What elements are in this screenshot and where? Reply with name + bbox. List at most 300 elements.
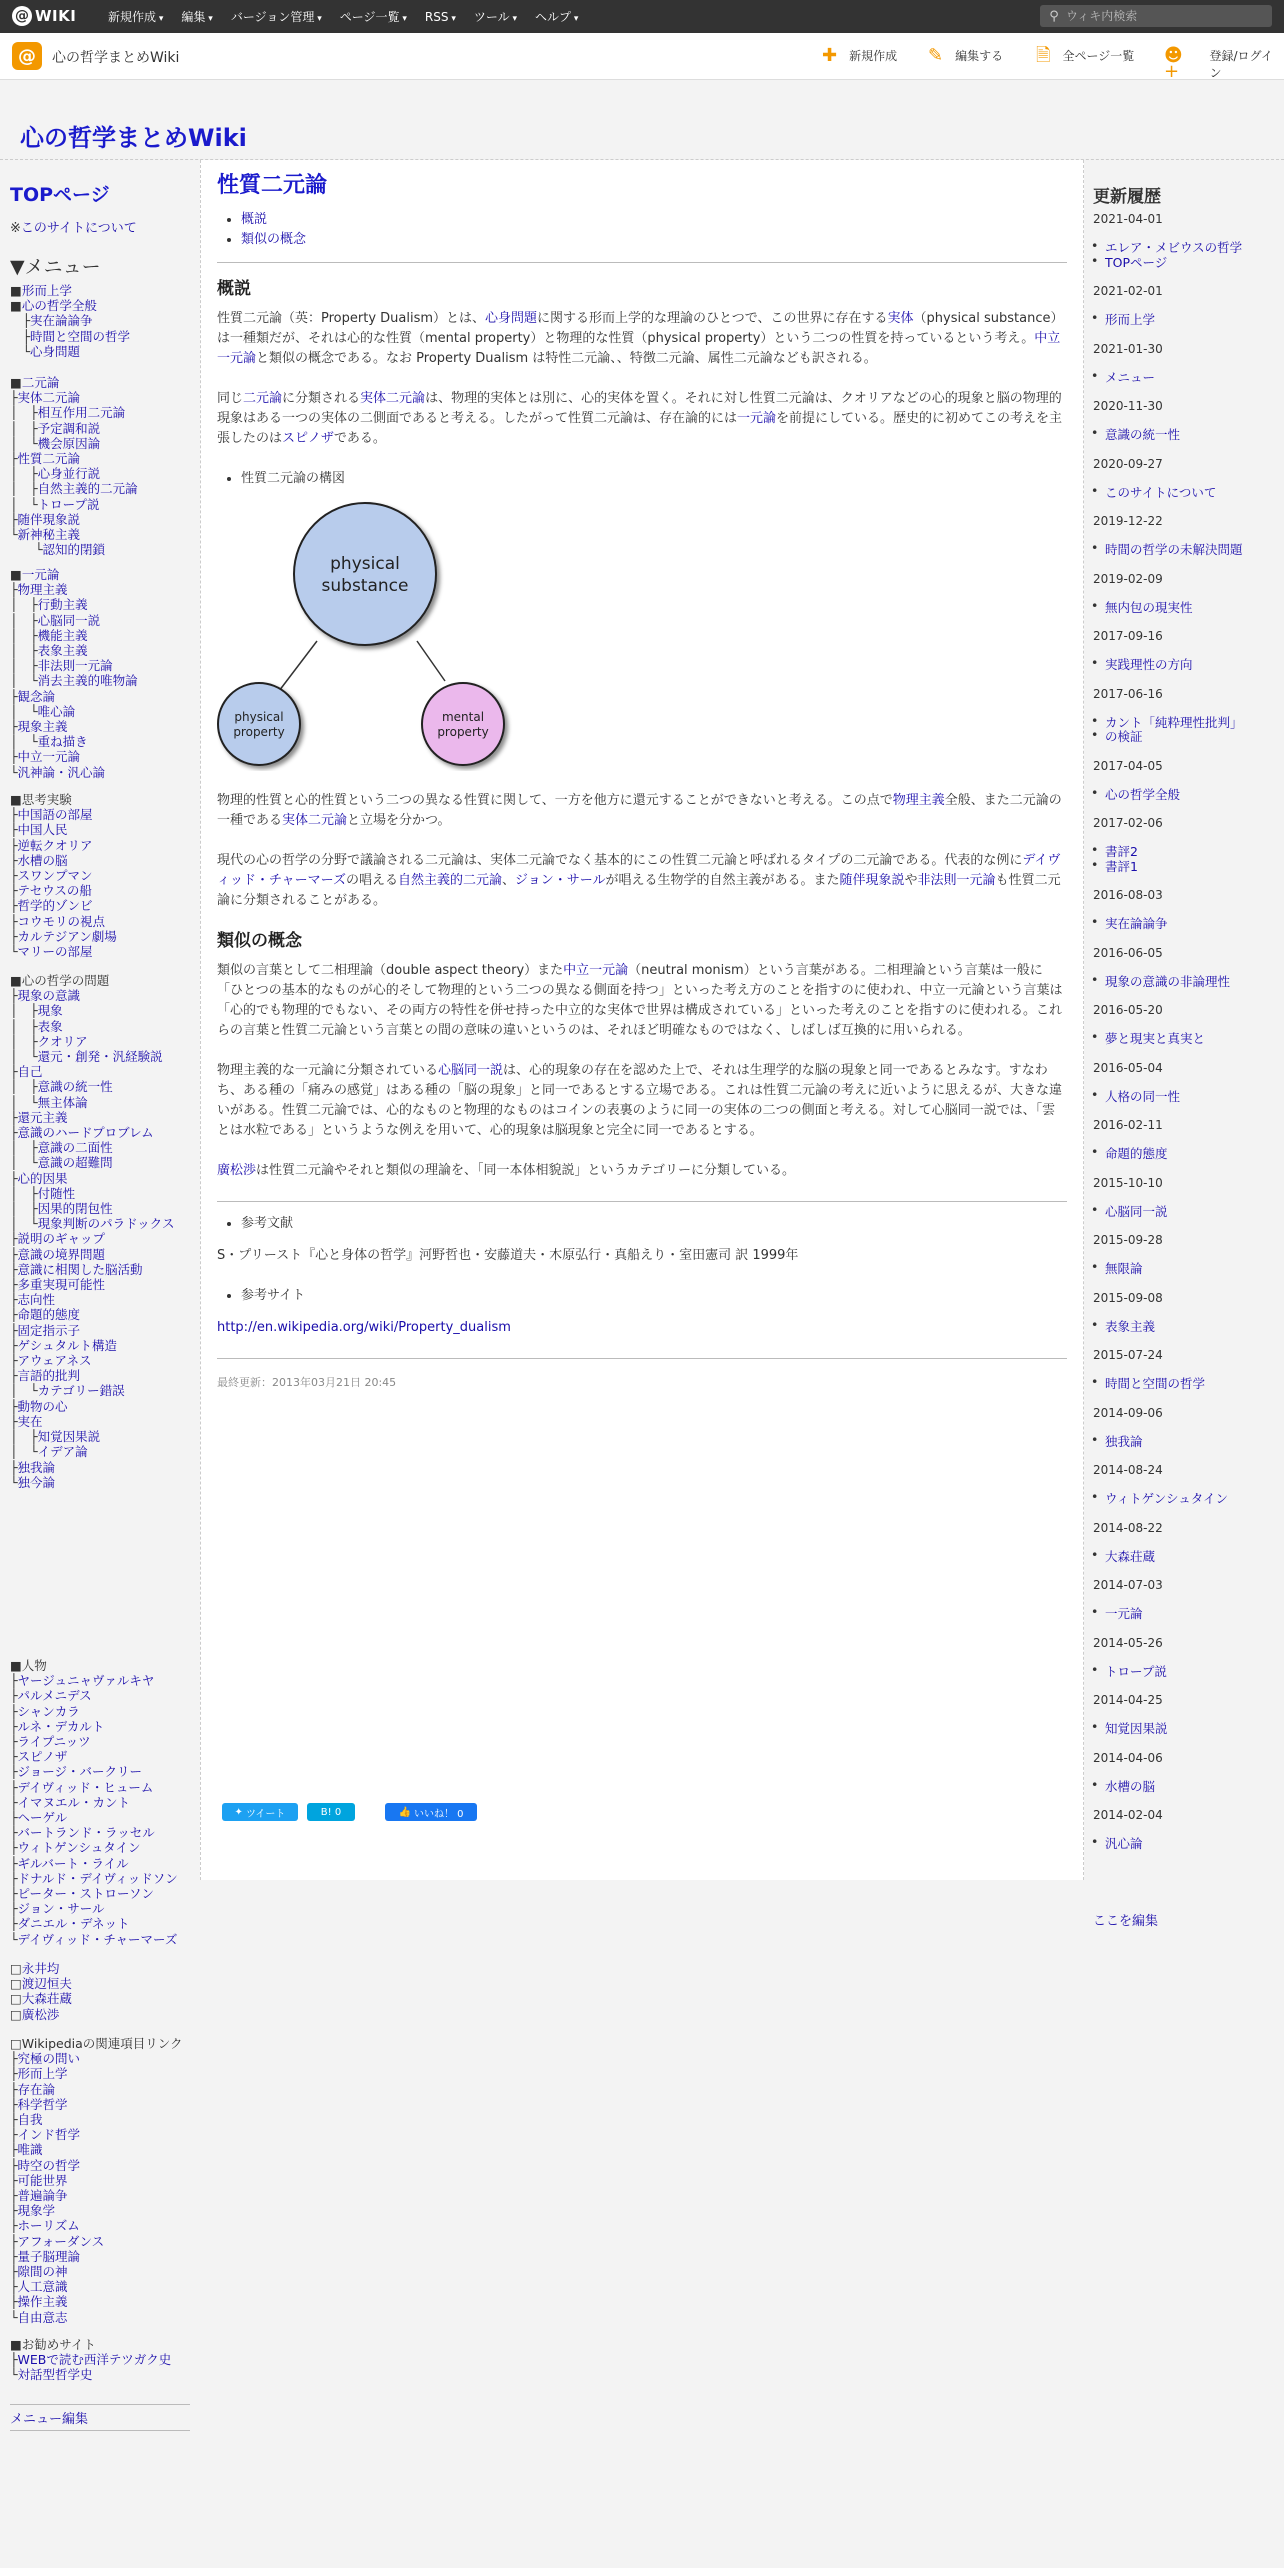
menu-item-link[interactable]: 新神秘主義 bbox=[17, 527, 81, 543]
menu-item bbox=[10, 1886, 178, 1901]
new-page-button[interactable] bbox=[822, 44, 898, 66]
menu-item-link[interactable]: コウモリの視点 bbox=[17, 913, 106, 929]
menu-item-link[interactable]: 時間と空間の哲学 bbox=[30, 328, 131, 344]
history-item-link[interactable]: • 表象主義 bbox=[1105, 1317, 1155, 1335]
menu-item bbox=[10, 2127, 183, 2142]
tweet-button[interactable] bbox=[222, 1803, 298, 1821]
history-date: 2020-11-30 bbox=[1093, 399, 1163, 413]
menu-item bbox=[10, 2337, 171, 2352]
menu-item-link[interactable]: ライプニッツ bbox=[17, 1734, 91, 1750]
login-label: 登録/ログイン bbox=[1209, 49, 1273, 80]
menu-item bbox=[10, 2249, 183, 2264]
wiki-title[interactable]: 心の哲学まとめWiki bbox=[20, 124, 247, 152]
menu-item bbox=[10, 2051, 183, 2066]
inline-link[interactable]: 心脳同一説 bbox=[438, 1063, 504, 1078]
menu-item-prefix: │ ├ bbox=[10, 597, 38, 613]
menu-item bbox=[10, 2203, 183, 2218]
menu-item-link[interactable]: イデア論 bbox=[37, 1444, 88, 1460]
inline-link[interactable]: 中立一元論 bbox=[217, 331, 1061, 366]
menu-item-link[interactable]: 消去主義的唯物論 bbox=[37, 673, 138, 689]
menu-item-link[interactable]: ダニエル・デネット bbox=[17, 1916, 130, 1932]
menu-item-link[interactable]: マリーの部屋 bbox=[17, 944, 93, 960]
section-heading-overview: 概説 bbox=[217, 279, 251, 299]
top-page-link[interactable]: TOPページ bbox=[10, 184, 110, 206]
physical-substance-label-1: physical bbox=[330, 554, 400, 574]
menu-item bbox=[10, 1171, 174, 1186]
menu-item-prefix: ├ bbox=[10, 1277, 18, 1293]
menu-item-link[interactable]: 汎神論・汎心論 bbox=[17, 764, 106, 780]
menu-item bbox=[10, 673, 138, 688]
menu-item-link[interactable]: 自己 bbox=[17, 1064, 43, 1080]
history-date: 2019-02-09 bbox=[1093, 571, 1163, 586]
history-item-link[interactable]: • 時間の哲学の未解決問題 bbox=[1105, 540, 1243, 558]
inline-link[interactable]: デイヴィッド・チャーマーズ bbox=[217, 853, 1061, 888]
menu-item-link[interactable]: アフォーダンス bbox=[17, 2233, 105, 2249]
menu-item bbox=[10, 481, 138, 496]
inline-link[interactable]: 一元論 bbox=[737, 411, 777, 426]
menu-item-prefix: └ bbox=[10, 764, 18, 780]
menu-item-link[interactable]: 隙間の神 bbox=[17, 2264, 68, 2280]
menu-item bbox=[10, 1871, 178, 1886]
menu-item-link[interactable]: パルメニデス bbox=[17, 1688, 92, 1704]
inline-link[interactable]: 実体 bbox=[887, 311, 914, 326]
menu-item bbox=[10, 929, 117, 944]
menu-item-link[interactable]: 行動主義 bbox=[37, 597, 88, 613]
menu-item-link[interactable]: 知覚因果説 bbox=[37, 1429, 101, 1445]
menu-item-link[interactable]: デイヴィッド・ヒューム bbox=[17, 1779, 154, 1795]
menu-item-link[interactable]: 実在 bbox=[17, 1413, 43, 1429]
menu-item-prefix: └ bbox=[10, 1931, 18, 1947]
login-button[interactable] bbox=[1164, 47, 1284, 81]
menu-item-prefix: ├ bbox=[10, 1764, 18, 1780]
menu-item-link[interactable]: カルテジアン劇場 bbox=[17, 928, 117, 944]
menu-item-link[interactable]: カテゴリー錯誤 bbox=[37, 1383, 125, 1399]
menu-item-prefix: □ bbox=[10, 1991, 22, 2007]
text-segment: 、 bbox=[502, 873, 516, 888]
page-title[interactable]: 性質二元論 bbox=[217, 173, 328, 198]
history-item-link[interactable]: • 夢と現実と真実と bbox=[1105, 1029, 1205, 1047]
menu-item-link[interactable]: 命題的態度 bbox=[17, 1307, 81, 1323]
menu-item-prefix: └ bbox=[10, 343, 31, 359]
history-item-link[interactable]: • 現象の意識の非論理性 bbox=[1105, 972, 1230, 990]
history-date: 2021-02-01 bbox=[1093, 284, 1163, 298]
history-item-link[interactable]: • 書評1 bbox=[1105, 857, 1138, 875]
paragraph-4 bbox=[217, 851, 1067, 911]
history-item-link[interactable]: • 無内包の現実性 bbox=[1105, 598, 1193, 616]
menu-item-link[interactable]: トロープ説 bbox=[37, 496, 100, 512]
history-item-link[interactable]: • 命題的態度 bbox=[1105, 1144, 1168, 1162]
menu-item-link[interactable]: 自然主義的二元論 bbox=[37, 481, 138, 497]
menu-item-link[interactable]: 物理主義 bbox=[17, 582, 68, 598]
menu-item-link[interactable]: 形而上学 bbox=[17, 2066, 68, 2082]
text-segment: （neutral monism）という言葉がある。二相理論という言葉は一般に「ひとつの基本的なものが心的そして物理的という二つの異なる側面を持つ」といった考え方のことを指すのに使われ、中立一元論という言葉は「心的でも物理的でもない、その両方の特性を併せ持った中立的な実体で世界は構成されている」といった考えのことを指すのに使われる。これらの言葉と性質二元論という言葉との間の意味の違いというのは、それほど明確なものではなく、しばしば互換的に用いられる。 bbox=[217, 963, 1063, 1038]
menu-item bbox=[10, 1991, 72, 2006]
menu-item-link[interactable]: クオリア bbox=[37, 1033, 88, 1049]
new-page-label: 新規作成 bbox=[849, 49, 898, 63]
menu-item-link[interactable]: 相互作用二元論 bbox=[37, 405, 126, 421]
menu-item-prefix: ├ bbox=[10, 822, 18, 838]
paragraph-1 bbox=[217, 309, 1067, 369]
wiki-logo[interactable] bbox=[12, 6, 90, 26]
menu-item-prefix: ├ bbox=[10, 313, 31, 329]
menu-item-link[interactable]: 認知的閉鎖 bbox=[42, 542, 106, 558]
menu-item-link[interactable]: 実在論論争 bbox=[30, 313, 93, 329]
menu-item-link[interactable]: 重ね描き bbox=[37, 734, 88, 750]
menu-item-prefix: ├ bbox=[10, 883, 18, 899]
menu-item bbox=[10, 2188, 183, 2203]
all-pages-button[interactable] bbox=[1036, 44, 1135, 66]
menu-item-link[interactable]: 意識の境界問題 bbox=[17, 1246, 106, 1262]
menu-item-link[interactable]: 独我論 bbox=[17, 1459, 56, 1475]
menu-item-link[interactable]: 中国人民 bbox=[17, 822, 68, 838]
menu-item-link[interactable]: 現象学 bbox=[17, 2203, 56, 2219]
menu-item-link[interactable]: 二元論 bbox=[21, 375, 60, 390]
menu-item-prefix: ■ bbox=[10, 567, 22, 582]
menu-item bbox=[10, 1110, 174, 1125]
menu-item-link[interactable]: 因果的閉包性 bbox=[37, 1201, 113, 1217]
menu-item-link[interactable]: 渡辺恒夫 bbox=[21, 1976, 72, 1992]
site-logo-icon[interactable]: @ bbox=[12, 42, 42, 70]
menu-item-link[interactable]: 意識に相関した脳活動 bbox=[17, 1261, 143, 1277]
menu-item bbox=[10, 1444, 174, 1459]
history-date: 2016-06-05 bbox=[1093, 945, 1163, 960]
menu-item-prefix: ├ bbox=[10, 1459, 18, 1475]
text-segment: 物理的性質と心的性質という二つの異なる性質に関して、一方を他方に還元することができないと考える。この点で bbox=[217, 793, 893, 808]
menu-item-prefix: ├ bbox=[10, 807, 18, 823]
menu-item-prefix: ├ bbox=[10, 1855, 18, 1871]
menu-item-link[interactable]: 普遍論争 bbox=[17, 2188, 68, 2204]
site-name[interactable]: 心の哲学まとめWiki bbox=[52, 50, 180, 66]
history-item-link[interactable]: • 独我論 bbox=[1105, 1432, 1143, 1450]
inline-link[interactable]: 心身問題 bbox=[485, 311, 538, 326]
menu-item-prefix: ├ bbox=[10, 1734, 18, 1750]
menu-item-link[interactable]: シャンカラ bbox=[17, 1703, 80, 1719]
menu-item-link[interactable]: 還元・創発・汎経験説 bbox=[37, 1049, 163, 1065]
menu-item-link[interactable]: 心脳同一説 bbox=[37, 612, 101, 628]
menu-item-link[interactable]: デイヴィッド・チャーマーズ bbox=[17, 1931, 178, 1947]
history-item-link[interactable]: • 大森荘蔵 bbox=[1105, 1547, 1155, 1565]
menu-item-link[interactable]: 固定指示子 bbox=[17, 1322, 81, 1338]
menu-item bbox=[10, 1307, 174, 1322]
menu-item-link[interactable]: ドナルド・デイヴィッドソン bbox=[17, 1870, 178, 1886]
menu-item-link[interactable]: 水槽の脳 bbox=[17, 852, 68, 868]
wiki-search-input[interactable] bbox=[1064, 8, 1268, 24]
menu-item-link[interactable]: ゲシュタルト構造 bbox=[17, 1337, 118, 1353]
main-content bbox=[200, 160, 1084, 1880]
history-item-link[interactable]: • 心の哲学全般 bbox=[1105, 785, 1180, 803]
paragraph-7 bbox=[217, 1161, 1067, 1181]
menu-item-link[interactable]: 意識の二面性 bbox=[37, 1140, 113, 1156]
menu-item-prefix: ├ bbox=[10, 1322, 18, 1338]
history-item-link[interactable]: • 汎心論 bbox=[1105, 1834, 1143, 1852]
menu-item-link[interactable]: 中立一元論 bbox=[17, 749, 81, 765]
menu-item-prefix: │ ├ bbox=[10, 1429, 38, 1445]
menu-item-prefix: ├ bbox=[10, 2248, 18, 2264]
menu-item-prefix: ├ bbox=[10, 2127, 18, 2143]
menu-item-link[interactable]: ジョン・サール bbox=[17, 1901, 105, 1917]
history-item-link[interactable]: • ウィトゲンシュタイン bbox=[1105, 1489, 1228, 1507]
menu-item-link[interactable]: ヤージュニャヴァルキヤ bbox=[17, 1673, 155, 1689]
menu-item bbox=[10, 1460, 174, 1475]
inline-link[interactable]: 実体二元論 bbox=[360, 391, 426, 406]
figure-list bbox=[217, 469, 1067, 489]
history-item-link[interactable]: • 一元論 bbox=[1105, 1604, 1143, 1622]
inline-link[interactable]: 自然主義的二元論 bbox=[397, 873, 502, 888]
menu-item-prefix: □ bbox=[10, 1961, 22, 1976]
about-link[interactable]: このサイトについて bbox=[20, 221, 137, 236]
menu-item bbox=[10, 344, 130, 359]
menu-item-link[interactable]: 心身並行説 bbox=[37, 466, 101, 482]
menu-section bbox=[10, 283, 130, 359]
hatena-bookmark-button[interactable] bbox=[307, 1803, 355, 1821]
menu-item-prefix: ├ bbox=[10, 1261, 18, 1277]
menu-item-prefix: ├ bbox=[10, 1064, 18, 1080]
top-menu-pages[interactable]: ページ一覧 ▾ bbox=[340, 8, 407, 25]
menu-item-link[interactable]: 操作主義 bbox=[17, 2294, 68, 2310]
menu-item-link[interactable]: 科学哲学 bbox=[17, 2096, 68, 2112]
divider bbox=[217, 1201, 1067, 1202]
menu-item-prefix: ├ bbox=[10, 749, 18, 765]
menu-item-link[interactable]: 自由意志 bbox=[17, 2309, 68, 2325]
menu-item-prefix: └ bbox=[10, 2309, 18, 2325]
menu-item-prefix: ├ bbox=[10, 1718, 18, 1734]
text-segment: （physical substance）は一種類だが、それは心的な性質（mental property）と物理的な性質（physical property）という二つの性質を持っているという考え。 bbox=[217, 311, 1064, 346]
edit-page-button[interactable] bbox=[928, 44, 1004, 66]
menu-item bbox=[10, 2264, 183, 2279]
menu-item-link[interactable]: 量子脳理論 bbox=[17, 2248, 81, 2264]
menu-item-prefix: ├ bbox=[10, 1916, 18, 1932]
menu-item-link[interactable]: ルネ・デカルト bbox=[17, 1718, 105, 1734]
text-segment: に関する形而上学的な理論のひとつで、この世界に存在する bbox=[537, 311, 888, 326]
text-segment: 物理主義的な一元論に分類されている bbox=[217, 1063, 439, 1078]
physical-property-node bbox=[218, 683, 300, 765]
menu-item-link[interactable]: 中国語の部屋 bbox=[17, 807, 93, 823]
top-menu-tools[interactable]: ツール ▾ bbox=[474, 8, 517, 25]
menu-item-link[interactable]: 一元論 bbox=[21, 567, 60, 582]
menu-item-prefix: │ ├ bbox=[10, 420, 38, 436]
history-item-link[interactable]: • 水槽の脳 bbox=[1105, 1777, 1155, 1795]
menu-item-link[interactable]: 言語的批判 bbox=[17, 1368, 81, 1384]
menu-item-link[interactable]: スピノザ bbox=[17, 1749, 68, 1765]
menu-item bbox=[10, 2279, 183, 2294]
menu-item bbox=[10, 1201, 174, 1216]
inline-link[interactable]: 実体二元論 bbox=[282, 813, 348, 828]
menu-item-link[interactable]: 現象判断のパラドックス bbox=[37, 1216, 175, 1232]
inline-link[interactable]: 非法則一元論 bbox=[917, 873, 996, 888]
history-item-link[interactable]: • エレア・メビウスの哲学 bbox=[1105, 238, 1242, 256]
menu-item bbox=[10, 1079, 174, 1094]
menu-item-link[interactable]: 形而上学 bbox=[21, 283, 72, 298]
top-menu-version[interactable]: バージョン管理 ▾ bbox=[231, 8, 322, 25]
menu-item-link[interactable]: 機能主義 bbox=[37, 627, 88, 643]
menu-item-link[interactable]: 存在論 bbox=[17, 2081, 56, 2097]
menu-item-link[interactable]: 志向性 bbox=[17, 1292, 56, 1308]
menu-item-prefix: ├ bbox=[10, 451, 18, 467]
paragraph-6 bbox=[217, 1061, 1067, 1141]
text-segment: 現代の心の哲学の分野で議論される二元論は、実体二元論でなく基本的にこの性質二元論と呼ばれるタイプの二元論である。代表的な例に bbox=[217, 853, 1023, 868]
history-item-link[interactable]: • 書評2 bbox=[1105, 842, 1138, 860]
toc-link-similar[interactable]: 類似の概念 bbox=[241, 232, 307, 247]
menu-edit-link[interactable]: メニュー編集 bbox=[10, 2412, 89, 2427]
menu-item-link[interactable]: 逆転クオリア bbox=[17, 837, 93, 853]
menu-item-link[interactable]: バートランド・ラッセル bbox=[17, 1825, 155, 1841]
inline-link[interactable]: 物理主義 bbox=[892, 793, 945, 808]
menu-item-prefix: │ └ bbox=[10, 1383, 38, 1399]
menu-item-link[interactable]: イマヌエル・カント bbox=[17, 1794, 131, 1810]
menu-item-link[interactable]: 唯識 bbox=[17, 2142, 43, 2158]
top-menu-rss[interactable]: RSS ▾ bbox=[425, 10, 456, 24]
inline-link[interactable]: ジョン・サール bbox=[515, 873, 606, 888]
menu-item-link[interactable]: 説明のギャップ bbox=[17, 1231, 106, 1247]
history-item-link[interactable]: • このサイトについて bbox=[1105, 483, 1216, 501]
about-prefix: ※ bbox=[10, 221, 21, 236]
search-icon[interactable]: ⚲ bbox=[1049, 8, 1059, 24]
menu-item bbox=[10, 2352, 171, 2367]
menu-item-link[interactable]: ジョージ・バークリー bbox=[17, 1764, 143, 1780]
menu-item bbox=[10, 1475, 174, 1490]
menu-item-prefix: ├ bbox=[10, 1794, 18, 1810]
menu-item-link[interactable]: テセウスの船 bbox=[17, 883, 92, 899]
menu-item bbox=[10, 838, 117, 853]
menu-item-link[interactable]: 動物の心 bbox=[17, 1398, 68, 1414]
menu-item bbox=[10, 2234, 183, 2249]
menu-item-prefix: │ ├ bbox=[10, 658, 38, 674]
menu-item-link[interactable]: 還元主義 bbox=[17, 1109, 68, 1125]
menu-item-link[interactable]: 心身問題 bbox=[30, 343, 81, 359]
menu-item-link[interactable]: ギルバート・ライル bbox=[17, 1855, 129, 1871]
menu-item-link[interactable]: 無主体論 bbox=[37, 1094, 88, 1110]
menu-item-link[interactable]: ヘーゲル bbox=[17, 1810, 68, 1826]
history-item-link[interactable]: • メニュー bbox=[1105, 368, 1155, 386]
menu-item-link[interactable]: 独今論 bbox=[17, 1474, 56, 1490]
history-item-link[interactable]: • 意識の統一性 bbox=[1105, 425, 1180, 443]
menu-item-link[interactable]: 現象主義 bbox=[17, 719, 68, 735]
menu-item-link[interactable]: 時空の哲学 bbox=[17, 2157, 81, 2173]
menu-item-link[interactable]: インド哲学 bbox=[17, 2127, 81, 2143]
history-item-link[interactable]: • 知覚因果説 bbox=[1105, 1719, 1168, 1737]
menu-item-link[interactable]: 唯心論 bbox=[37, 703, 76, 719]
menu-item-link[interactable]: 意識の統一性 bbox=[37, 1079, 113, 1095]
text-segment: の唱える bbox=[345, 873, 398, 888]
menu-section bbox=[10, 1658, 178, 1947]
menu-item-prefix: │ ├ bbox=[10, 1201, 38, 1217]
history-date: 2017-04-05 bbox=[1093, 758, 1163, 773]
menu-item-link[interactable]: 廣松渉 bbox=[21, 2006, 60, 2022]
menu-item bbox=[10, 749, 138, 764]
menu-item-prefix: │ ├ bbox=[10, 481, 38, 497]
inline-link[interactable]: 二元論 bbox=[243, 391, 283, 406]
menu-item bbox=[10, 765, 138, 780]
menu-item-prefix: ■ bbox=[10, 298, 22, 314]
menu-item-link[interactable]: 表象 bbox=[37, 1018, 63, 1034]
paragraph-2 bbox=[217, 389, 1067, 449]
history-item-link[interactable]: • 実在論論争 bbox=[1105, 914, 1168, 932]
menu-item-prefix: □ bbox=[10, 1976, 22, 1992]
menu-item-link[interactable]: 心の哲学全般 bbox=[21, 298, 97, 314]
top-menu-edit[interactable]: 編集 ▾ bbox=[181, 8, 212, 25]
menu-item bbox=[10, 1292, 174, 1307]
history-item-link[interactable]: • 時間と空間の哲学 bbox=[1105, 1374, 1205, 1392]
menu-item-link[interactable]: 性質二元論 bbox=[17, 451, 81, 467]
menu-item-link[interactable]: 機会原因論 bbox=[37, 435, 101, 451]
history-item-link[interactable]: • TOPページ bbox=[1105, 253, 1167, 271]
top-menu-new[interactable]: 新規作成 ▾ bbox=[108, 8, 163, 25]
top-menu-help[interactable]: ヘルプ ▾ bbox=[535, 8, 578, 25]
menu-item-link[interactable]: 多重実現可能性 bbox=[17, 1277, 106, 1293]
toc-link-overview[interactable]: 概説 bbox=[241, 212, 268, 227]
inline-link[interactable]: 中立一元論 bbox=[563, 963, 629, 978]
menu-item-prefix: │ └ bbox=[10, 1049, 38, 1065]
reference-site-link[interactable]: http://en.wikipedia.org/wiki/Property_dualism bbox=[217, 1320, 511, 1335]
history-item-link[interactable]: • 人格の同一性 bbox=[1105, 1087, 1180, 1105]
history-date: 2019-12-22 bbox=[1093, 514, 1163, 528]
text-segment: は性質二元論やそれと類似の理論を、「同一本体相貌説」というカテゴリーに分類している。 bbox=[256, 1163, 795, 1178]
inline-link[interactable]: スピノザ bbox=[282, 431, 334, 446]
menu-item-link[interactable]: 実体二元論 bbox=[17, 390, 81, 406]
inline-link[interactable]: 随伴現象説 bbox=[839, 873, 905, 888]
page-icon: 🗎 bbox=[1036, 44, 1051, 66]
history-item-link[interactable]: • トロープ説 bbox=[1105, 1662, 1167, 1680]
facebook-like-button[interactable] bbox=[385, 1803, 477, 1821]
menu-item-link[interactable]: 哲学的ゾンビ bbox=[17, 898, 93, 914]
history-item-link[interactable]: • の検証 bbox=[1105, 727, 1143, 745]
menu-divider bbox=[10, 2404, 190, 2405]
history-item-link[interactable]: • 形而上学 bbox=[1105, 310, 1155, 328]
menu-item bbox=[10, 1719, 178, 1734]
menu-item-link[interactable]: 意識の超難問 bbox=[37, 1155, 113, 1171]
edit-history-link[interactable]: ここを編集 bbox=[1093, 1914, 1159, 1929]
menu-item bbox=[10, 2173, 183, 2188]
menu-item-link[interactable]: ホーリズム bbox=[17, 2218, 80, 2234]
menu-item-link[interactable]: 究極の問い bbox=[17, 2051, 81, 2067]
menu-item-link[interactable]: 付随性 bbox=[37, 1185, 76, 1201]
menu-item-link[interactable]: 意識のハードプロブレム bbox=[17, 1125, 154, 1141]
menu-item-link[interactable]: 大森荘蔵 bbox=[21, 1991, 72, 2007]
inline-link[interactable]: 廣松渉 bbox=[217, 1163, 257, 1178]
menu-item bbox=[10, 451, 138, 466]
menu-item-prefix: ├ bbox=[10, 582, 18, 598]
menu-item-prefix: ├ bbox=[10, 1398, 18, 1414]
menu-item-link[interactable]: 観念論 bbox=[17, 688, 56, 704]
menu-item-link[interactable]: 現象の意識 bbox=[17, 988, 81, 1004]
paragraph-3 bbox=[217, 791, 1067, 831]
menu-item-link[interactable]: ウィトゲンシュタイン bbox=[17, 1840, 141, 1856]
menu-item-link[interactable]: 可能世界 bbox=[17, 2172, 68, 2188]
menu-item-prefix: ├ bbox=[10, 1825, 18, 1841]
menu-item-link[interactable]: 随伴現象説 bbox=[17, 511, 81, 527]
history-item-link[interactable]: • 心脳同一説 bbox=[1105, 1202, 1168, 1220]
menu-item-link[interactable]: スワンプマン bbox=[17, 868, 93, 884]
menu-item-link[interactable]: 表象主義 bbox=[37, 643, 88, 659]
menu-item bbox=[10, 390, 138, 405]
menu-item-link[interactable]: 現象 bbox=[37, 1003, 63, 1019]
menu-item-link[interactable]: 対話型哲学史 bbox=[17, 2367, 93, 2383]
history-item-link[interactable]: • 無限論 bbox=[1105, 1259, 1143, 1277]
menu-item-link[interactable]: 予定調和説 bbox=[37, 420, 101, 436]
menu-item-link[interactable]: 永井均 bbox=[21, 1961, 60, 1976]
menu-item-link[interactable]: 人工意識 bbox=[17, 2279, 68, 2295]
menu-item-prefix: └ bbox=[10, 1474, 18, 1490]
menu-item-link[interactable]: 非法則一元論 bbox=[37, 658, 113, 674]
menu-item-link[interactable]: ピーター・ストローソン bbox=[17, 1886, 155, 1902]
menu-item-prefix: ├ bbox=[10, 2066, 18, 2082]
menu-item-link[interactable]: WEBで読む西洋テツガク史 bbox=[17, 2352, 172, 2368]
menu-item-link[interactable]: 心的因果 bbox=[17, 1170, 68, 1186]
history-item-link[interactable]: • 実践理性の方向 bbox=[1105, 655, 1193, 673]
menu-item-link[interactable]: 自我 bbox=[17, 2112, 43, 2128]
history-item-link[interactable]: • カント「純粋理性批判」 bbox=[1105, 713, 1243, 731]
menu-item-link[interactable]: アウェアネス bbox=[17, 1353, 92, 1369]
